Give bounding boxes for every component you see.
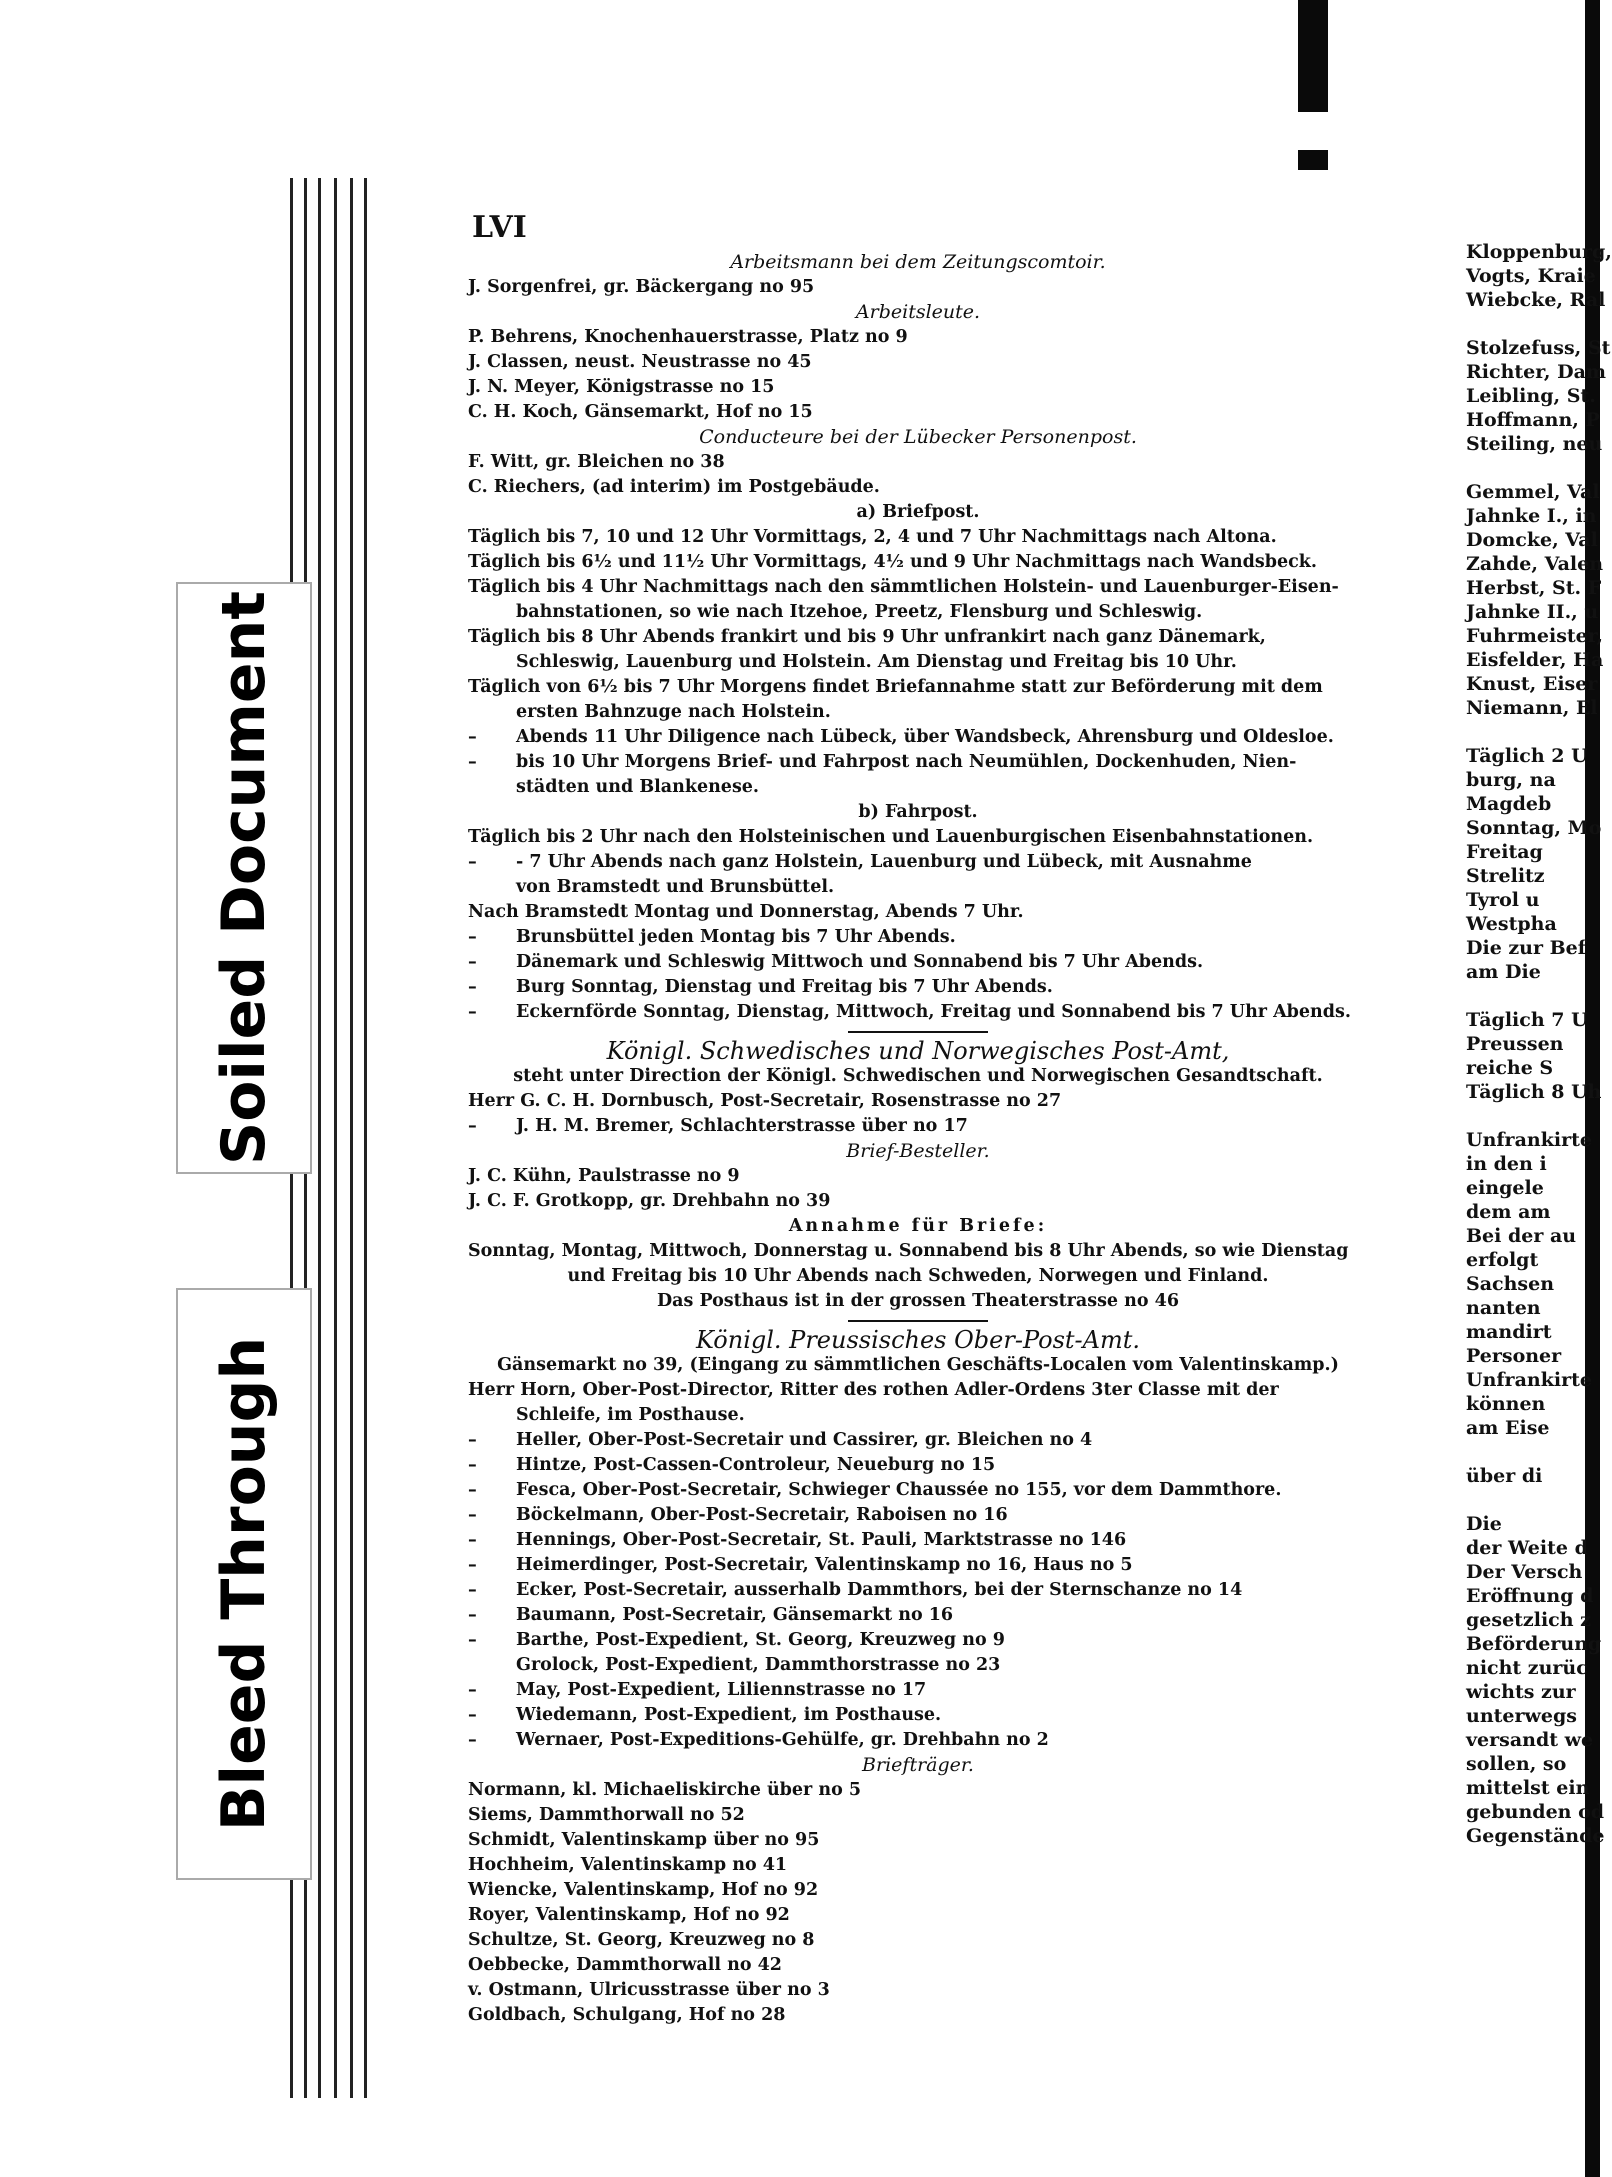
- continuation-dash: –: [468, 1580, 477, 1600]
- text-line: Royer, Valentinskamp, Hof no 92: [468, 1905, 790, 1925]
- text-line: Täglich von 6½ bis 7 Uhr Morgens findet Briefannahme statt zur Beförderung mit dem: [468, 677, 1323, 697]
- binding-strip: [1298, 0, 1328, 112]
- right-page-line: Die zur Bef: [1466, 937, 1586, 959]
- text-line-body: Hennings, Ober-Post-Secretair, St. Pauli, Marktstrasse no 146: [516, 1530, 1127, 1550]
- right-page-line: Westpha: [1466, 913, 1557, 935]
- bleed-through-label: [176, 1288, 312, 1880]
- right-page-line: Täglich 2 U: [1466, 745, 1588, 767]
- text-line: a) Briefpost.: [856, 502, 980, 522]
- document-page: [372, 160, 1410, 2060]
- text-line-body: Wernaer, Post-Expeditions-Gehülfe, gr. Drehbahn no 2: [516, 1730, 1049, 1750]
- text-line-body: Abends 11 Uhr Diligence nach Lübeck, über Wandsbeck, Ahrensburg und Oldesloe.: [516, 727, 1334, 747]
- text-line: Wiencke, Valentinskamp, Hof no 92: [468, 1880, 819, 1900]
- text-line: b) Fahrpost.: [858, 802, 978, 822]
- right-page-line: nanten: [1466, 1297, 1541, 1319]
- text-line: Normann, kl. Michaeliskirche über no 5: [468, 1780, 862, 1800]
- text-line: [468, 1000, 1368, 1025]
- continuation-dash: –: [468, 1430, 477, 1450]
- right-page-line: Sonntag, Mo: [1466, 817, 1602, 839]
- text-line-body: Böckelmann, Ober-Post-Secretair, Raboisen no 16: [516, 1505, 1008, 1525]
- continuation-dash: –: [468, 1116, 477, 1136]
- right-page-line: [1466, 456, 1596, 480]
- text-line: Gänsemarkt no 39, (Eingang zu sämmtlichen Geschäfts-Localen vom Valentinskamp.): [497, 1355, 1339, 1375]
- right-page-line: [1466, 1488, 1596, 1512]
- right-page-line: Tyrol u: [1466, 889, 1540, 911]
- text-line: Schultze, St. Georg, Kreuzweg no 8: [468, 1930, 815, 1950]
- text-line-body: May, Post-Expedient, Liliennstrasse no 17: [516, 1680, 927, 1700]
- right-page-line: Jahnke II., u: [1466, 601, 1599, 623]
- section-divider: [848, 1031, 988, 1033]
- right-page-line: Zahde, Valen: [1466, 553, 1604, 575]
- text-line: Das Posthaus ist in der grossen Theaterstrasse no 46: [656, 1291, 1180, 1311]
- text-line: [468, 1453, 1368, 1478]
- text-line-body: Baumann, Post-Secretair, Gänsemarkt no 16: [516, 1605, 954, 1625]
- text-line: [468, 1728, 1368, 1753]
- continuation-dash: –: [468, 1605, 477, 1625]
- continuation-dash: –: [468, 1530, 477, 1550]
- right-page-line: am Die: [1466, 961, 1541, 983]
- text-line: J. Classen, neust. Neustrasse no 45: [468, 352, 812, 372]
- continuation-dash: –: [468, 1002, 477, 1022]
- text-line: [468, 975, 1368, 1000]
- text-line: [468, 725, 1368, 750]
- text-line: Königl. Schwedisches und Norwegisches Post-Amt,: [606, 1037, 1230, 1065]
- text-line: [468, 1528, 1368, 1553]
- right-page-line: Beförderung: [1466, 1633, 1602, 1655]
- right-page-line: Der Versch: [1466, 1561, 1583, 1583]
- text-line: Herr Horn, Ober-Post-Director, Ritter des rothen Adler-Ordens 3ter Classe mit der: [468, 1380, 1279, 1400]
- right-page-line: Eröffnung d: [1466, 1585, 1594, 1607]
- text-line-body: Burg Sonntag, Dienstag und Freitag bis 7 Uhr Abends.: [516, 977, 1053, 997]
- right-page-line: gesetzlich z: [1466, 1609, 1591, 1631]
- text-line: J. C. F. Grotkopp, gr. Drehbahn no 39: [468, 1191, 831, 1211]
- section-divider: [848, 1320, 988, 1322]
- text-line: Täglich bis 7, 10 und 12 Uhr Vormittags, 2, 4 und 7 Uhr Nachmittags nach Altona.: [468, 527, 1277, 547]
- text-line: Siems, Dammthorwall no 52: [468, 1805, 745, 1825]
- right-page-line: in den i: [1466, 1153, 1547, 1175]
- text-line-body: Fesca, Ober-Post-Secretair, Schwieger Chaussée no 155, vor dem Dammthore.: [516, 1480, 1282, 1500]
- right-page-line: [1466, 984, 1596, 1008]
- right-page-line: Preussen: [1466, 1033, 1564, 1055]
- right-page-line: mittelst ein: [1466, 1777, 1590, 1799]
- text-line: J. N. Meyer, Königstrasse no 15: [468, 377, 775, 397]
- continuation-dash: –: [468, 752, 477, 772]
- text-line-body: Wiedemann, Post-Expedient, im Posthause.: [516, 1705, 942, 1725]
- right-page-line: Steiling, neu: [1466, 433, 1603, 455]
- right-page-line: Unfrankirte: [1466, 1369, 1592, 1391]
- text-line-body: Barthe, Post-Expedient, St. Georg, Kreuzweg no 9: [516, 1630, 1005, 1650]
- text-line: Annahme für Briefe:: [788, 1216, 1048, 1236]
- text-line: [468, 850, 1368, 875]
- text-line: von Bramstedt und Brunsbüttel.: [516, 877, 835, 897]
- right-page-line: über di: [1466, 1465, 1543, 1487]
- right-page-line: am Eise: [1466, 1417, 1550, 1439]
- text-line: [468, 1428, 1368, 1453]
- continuation-dash: –: [468, 1730, 477, 1750]
- right-page-line: wichts zur: [1466, 1681, 1576, 1703]
- text-line: Briefträger.: [862, 1754, 974, 1776]
- right-page-line: [1466, 312, 1596, 336]
- right-page-line: burg, na: [1466, 769, 1556, 791]
- right-page-line: Freitag: [1466, 841, 1543, 863]
- text-line: [468, 1578, 1368, 1603]
- text-line: Sonntag, Montag, Mittwoch, Donnerstag u. Sonnabend bis 8 Uhr Abends, so wie Dienstag: [468, 1241, 1349, 1261]
- continuation-dash: –: [468, 1480, 477, 1500]
- text-line: J. Sorgenfrei, gr. Bäckergang no 95: [468, 277, 815, 297]
- right-page-line: [1466, 1440, 1596, 1464]
- soiled-document-text: Soiled Document: [209, 590, 279, 1166]
- right-page-line: Leibling, St.: [1466, 385, 1596, 407]
- right-page-line: Jahnke I., in: [1466, 505, 1597, 527]
- text-line: Goldbach, Schulgang, Hof no 28: [468, 2005, 786, 2025]
- page-content: [468, 250, 1368, 2028]
- continuation-dash: –: [468, 1455, 477, 1475]
- text-line: C. H. Koch, Gänsemarkt, Hof no 15: [468, 402, 813, 422]
- text-line-body: J. H. M. Bremer, Schlachterstrasse über no 17: [516, 1116, 968, 1136]
- text-line: und Freitag bis 10 Uhr Abends nach Schweden, Norwegen und Finland.: [567, 1266, 1269, 1286]
- right-page-line: Personer: [1466, 1345, 1562, 1367]
- right-page-line: Bei der au: [1466, 1225, 1577, 1247]
- right-page-line: Herbst, St. F: [1466, 577, 1602, 599]
- right-page-line: können: [1466, 1393, 1546, 1415]
- right-page-line: Gemmel, Val: [1466, 481, 1600, 503]
- right-page-line: Niemann, El: [1466, 697, 1598, 719]
- continuation-dash: –: [468, 927, 477, 947]
- right-page-line: gebunden od: [1466, 1801, 1605, 1823]
- text-line: Königl. Preussisches Ober-Post-Amt.: [696, 1326, 1140, 1354]
- text-line: Hochheim, Valentinskamp no 41: [468, 1855, 788, 1875]
- text-line: Oebbecke, Dammthorwall no 42: [468, 1955, 782, 1975]
- text-line: [468, 950, 1368, 975]
- text-line-body: Heimerdinger, Post-Secretair, Valentinskamp no 16, Haus no 5: [516, 1555, 1133, 1575]
- text-line: Arbeitsmann bei dem Zeitungscomtoir.: [730, 251, 1106, 273]
- right-page-line: Die: [1466, 1513, 1502, 1535]
- text-line: bahnstationen, so wie nach Itzehoe, Preetz, Flensburg und Schleswig.: [516, 602, 1203, 622]
- text-line: Schleife, im Posthause.: [516, 1405, 745, 1425]
- text-line: C. Riechers, (ad interim) im Postgebäude.: [468, 477, 880, 497]
- right-page-line: erfolgt: [1466, 1249, 1539, 1271]
- text-line-body: - 7 Uhr Abends nach ganz Holstein, Lauenburg und Lübeck, mit Ausnahme: [516, 852, 1252, 872]
- right-page-line: nicht zurüc: [1466, 1657, 1588, 1679]
- text-line-body: Ecker, Post-Secretair, ausserhalb Dammthors, bei der Sternschanze no 14: [516, 1580, 1243, 1600]
- right-page-line: Hoffmann, P: [1466, 409, 1600, 431]
- right-page-line: Sachsen: [1466, 1273, 1555, 1295]
- text-line: [468, 1478, 1368, 1503]
- right-page-line: der Weite d: [1466, 1537, 1588, 1559]
- page-number: LVI: [472, 210, 527, 245]
- right-page-line: Kloppenburg,: [1466, 241, 1612, 263]
- text-line: v. Ostmann, Ulricusstrasse über no 3: [468, 1980, 830, 2000]
- right-page-line: versandt we: [1466, 1729, 1594, 1751]
- text-line-body: Dänemark und Schleswig Mittwoch und Sonnabend bis 7 Uhr Abends.: [516, 952, 1204, 972]
- text-line: [468, 1114, 1368, 1139]
- right-page-line: Knust, Eiser: [1466, 673, 1598, 695]
- bleed-through-text: Bleed Through: [209, 1336, 279, 1832]
- right-page-line: Fuhrmeister,: [1466, 625, 1604, 647]
- text-line: F. Witt, gr. Bleichen no 38: [468, 452, 725, 472]
- right-page-line: Vogts, Kraie: [1466, 265, 1596, 287]
- text-line: Herr G. C. H. Dornbusch, Post-Secretair, Rosenstrasse no 27: [468, 1091, 1062, 1111]
- right-page-line: Richter, Dam: [1466, 361, 1607, 383]
- text-line: [468, 1628, 1368, 1653]
- text-line: P. Behrens, Knochenhauerstrasse, Platz no 9: [468, 327, 908, 347]
- text-line: ersten Bahnzuge nach Holstein.: [516, 702, 831, 722]
- soiled-document-label: [176, 582, 312, 1174]
- text-line: Täglich bis 2 Uhr nach den Holsteinischen und Lauenburgischen Eisenbahnstationen.: [468, 827, 1314, 847]
- text-line-body: Hintze, Post-Cassen-Controleur, Neueburg no 15: [516, 1455, 996, 1475]
- right-page-line: Täglich 7 U: [1466, 1009, 1588, 1031]
- text-line: [468, 1603, 1368, 1628]
- right-page-line: sollen, so: [1466, 1753, 1567, 1775]
- right-page-line: mandirt: [1466, 1321, 1552, 1343]
- text-line: [468, 750, 1368, 775]
- text-line-body: Eckernförde Sonntag, Dienstag, Mittwoch, Freitag und Sonnabend bis 7 Uhr Abends.: [516, 1002, 1351, 1022]
- right-page-line: [1466, 720, 1596, 744]
- continuation-dash: –: [468, 1680, 477, 1700]
- right-page-fragment: [1466, 240, 1612, 1848]
- text-line: Nach Bramstedt Montag und Donnerstag, Abends 7 Uhr.: [468, 902, 1024, 922]
- continuation-dash: –: [468, 1705, 477, 1725]
- text-line: Brief-Besteller.: [846, 1140, 990, 1162]
- right-page-line: eingele: [1466, 1177, 1544, 1199]
- text-line: Arbeitsleute.: [855, 301, 981, 323]
- right-page-line: [1466, 1104, 1596, 1128]
- text-line: [468, 1553, 1368, 1578]
- text-line-body: Brunsbüttel jeden Montag bis 7 Uhr Abends.: [516, 927, 956, 947]
- continuation-dash: –: [468, 1630, 477, 1650]
- right-page-line: Magdeb: [1466, 793, 1552, 815]
- text-line: [468, 1703, 1368, 1728]
- right-page-line: reiche S: [1466, 1057, 1554, 1079]
- text-line: Schmidt, Valentinskamp über no 95: [468, 1830, 820, 1850]
- continuation-dash: –: [468, 977, 477, 997]
- right-page-line: unterwegs: [1466, 1705, 1577, 1727]
- text-line: Conducteure bei der Lübecker Personenpost.: [699, 426, 1137, 448]
- text-line-body: Heller, Ober-Post-Secretair und Cassirer, gr. Bleichen no 4: [516, 1430, 1093, 1450]
- text-line: J. C. Kühn, Paulstrasse no 9: [468, 1166, 740, 1186]
- text-line: [468, 925, 1368, 950]
- text-line-body: bis 10 Uhr Morgens Brief- und Fahrpost nach Neumühlen, Dockenhuden, Nien-: [516, 752, 1297, 772]
- text-line: Täglich bis 4 Uhr Nachmittags nach den sämmtlichen Holstein- und Lauenburger-Eisen-: [468, 577, 1339, 597]
- text-line: Schleswig, Lauenburg und Holstein. Am Dienstag und Freitag bis 10 Uhr.: [516, 652, 1237, 672]
- text-line: [468, 1503, 1368, 1528]
- right-page-line: Unfrankirte: [1466, 1129, 1592, 1151]
- continuation-dash: –: [468, 852, 477, 872]
- right-page-line: dem am: [1466, 1201, 1551, 1223]
- text-line: steht unter Direction der Königl. Schwedischen und Norwegischen Gesandtschaft.: [513, 1066, 1323, 1086]
- continuation-dash: –: [468, 952, 477, 972]
- text-line: Täglich bis 6½ und 11½ Uhr Vormittags, 4½ und 9 Uhr Nachmittags nach Wandsbeck.: [468, 552, 1317, 572]
- text-line: Grolock, Post-Expedient, Dammthorstrasse no 23: [516, 1655, 1001, 1675]
- text-line: Täglich bis 8 Uhr Abends frankirt und bis 9 Uhr unfrankirt nach ganz Dänemark,: [468, 627, 1266, 647]
- continuation-dash: –: [468, 1505, 477, 1525]
- right-page-line: Stolzefuss, St: [1466, 337, 1611, 359]
- right-page-line: Täglich 8 Uh: [1466, 1081, 1602, 1103]
- right-page-line: Strelitz: [1466, 865, 1545, 887]
- continuation-dash: –: [468, 727, 477, 747]
- continuation-dash: –: [468, 1555, 477, 1575]
- text-line: städten und Blankenese.: [516, 777, 760, 797]
- right-page-line: Wiebcke, Ral: [1466, 289, 1606, 311]
- right-page-line: Eisfelder, Ha: [1466, 649, 1604, 671]
- right-page-line: Gegenstände: [1466, 1825, 1605, 1847]
- right-page-line: Domcke, Val: [1466, 529, 1598, 551]
- text-line: [468, 1678, 1368, 1703]
